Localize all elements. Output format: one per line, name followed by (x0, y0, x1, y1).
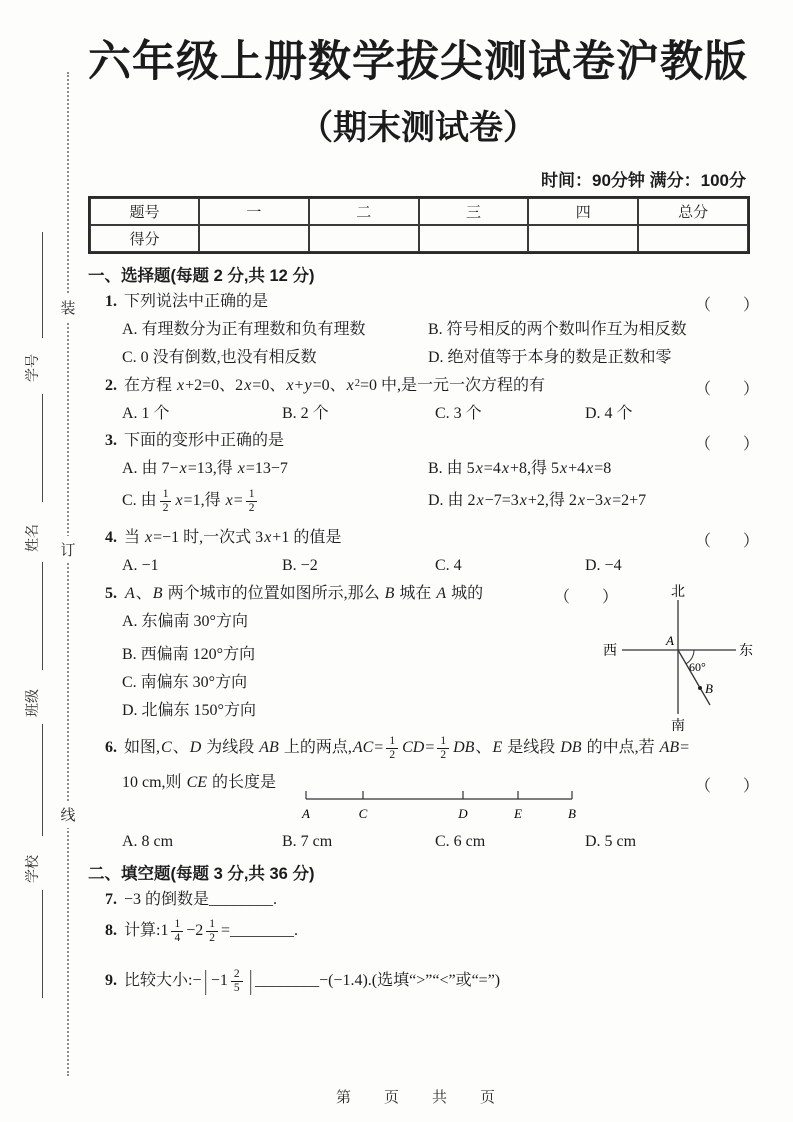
q6-option-a: A. 8 cm (122, 833, 174, 850)
q8-text: 计算:1 $\frac{1}{4}$ −2 $\frac{1}{2}$ =________. (124, 917, 299, 944)
segment-point-c-label: C (358, 806, 368, 821)
binding-char-xian: 线 (59, 801, 77, 828)
q2-option-c: C. 3 个 (435, 405, 482, 422)
q3-option-d: D. 由 2 x −7=3 x +2,得 2 x −3 x =2+7 (428, 492, 647, 509)
q3-number: 3. (105, 432, 117, 449)
section-1-heading: 一、选择题(每题 2 分,共 12 分) (88, 267, 315, 285)
q3-stem-text: 下面的变形中正确的是 (124, 432, 285, 449)
q6-stem-line2: 10 cm,则 CE 的长度是 (122, 774, 277, 791)
q7-number: 7. (105, 891, 117, 908)
compass-point-a-label: A (666, 633, 674, 648)
score-table-header-cell: 四 (528, 198, 638, 225)
score-table-empty-cell (199, 225, 309, 252)
compass-direction-diagram (596, 582, 760, 732)
q9-number: 9. (105, 972, 117, 989)
q4-option-c: C. 4 (435, 557, 462, 574)
q5-answer-bracket: （ ） (554, 589, 619, 606)
q6-option-c: C. 6 cm (435, 833, 486, 850)
q4-stem-text: 当 x =−1 时,一次式 3 x +1 的值是 (124, 529, 342, 546)
q4-answer-bracket: （ ） (695, 533, 760, 550)
q3-option-a: A. 由 7− x =13,得 x =13−7 (122, 460, 288, 477)
q1-number: 1. (105, 293, 117, 310)
binding-blank-line (42, 394, 43, 502)
q4-option-a: A. −1 (122, 557, 159, 574)
binding-blank-line (42, 724, 43, 836)
binding-char-ding: 订 (59, 536, 77, 563)
binding-blank-line (42, 890, 43, 998)
binding-blank-line (42, 232, 43, 338)
q1-stem (105, 292, 268, 312)
q3-option-b: B. 由 5 x =4 x +8,得 5 x +4 x =8 (428, 460, 612, 477)
compass-east-label: 东 (739, 644, 753, 659)
q9-text: 比较大小:− | −1 $\frac{2}{5}$ | ________−(−1.4).(选填“>”“<”或“=”) (124, 965, 501, 996)
compass-north-label: 北 (671, 585, 685, 600)
compass-angle-label: 60° (689, 660, 706, 674)
q5-option-a: A. 东偏南 30°方向 (122, 613, 248, 630)
score-table-header-cell: 三 (419, 198, 529, 225)
compass-west-label: 西 (603, 644, 617, 659)
q3-answer-bracket: （ ） (695, 436, 760, 453)
score-table-empty-cell (309, 225, 419, 252)
q2-stem-text: 在方程 x +2=0、2 x =0、 x + y =0、 x 2 =0 中,是一元一次方程的有 (124, 377, 545, 394)
question-7 (105, 890, 277, 910)
compass-point-b-label: B (705, 681, 713, 696)
q5-option-d: D. 北偏东 150°方向 (122, 702, 256, 719)
q5-stem-text: A 、 B 两个城市的位置如图所示,那么 B 城在 A 城的 (125, 585, 484, 602)
q1-option-b: B. 符号相反的两个数叫作互为相反数 (428, 321, 687, 338)
question-9 (105, 962, 500, 1000)
score-table (88, 196, 750, 254)
page-title: 六年级上册数学拔尖测试卷沪教版 (88, 38, 748, 86)
q7-text: −3 的倒数是________. (124, 891, 278, 908)
binding-label-school: 学校 (26, 855, 41, 883)
segment-point-e-label: E (514, 806, 522, 821)
score-table-header-cell: 总分 (638, 198, 748, 225)
q2-option-a: A. 1 个 (122, 405, 170, 422)
q2-answer-bracket: （ ） (695, 381, 760, 398)
binding-label-name: 姓名 (26, 524, 41, 552)
score-table-score-label: 得分 (90, 225, 199, 252)
q1-stem-text: 下列说法中正确的是 (124, 293, 269, 310)
line-segment-diagram (292, 788, 622, 826)
q6-stem-line1 (105, 733, 689, 763)
exam-time-score-info: 时间：90分钟 满分：100分 (541, 171, 746, 190)
binding-char-zhuang: 装 (59, 294, 77, 321)
score-table-empty-cell (638, 225, 748, 252)
binding-dotted-line (67, 72, 69, 1076)
q6-option-d: D. 5 cm (585, 833, 637, 850)
q2-stem (105, 376, 545, 396)
q1-option-a: A. 有理数分为正有理数和负有理数 (122, 321, 366, 338)
q3-stem (105, 431, 284, 451)
q1-option-d: D. 绝对值等于本身的数是正数和零 (428, 349, 672, 366)
q4-option-d: D. −4 (585, 557, 622, 574)
q6-answer-bracket: （ ） (695, 778, 760, 795)
city-b-dot (698, 686, 702, 690)
binding-label-class: 班级 (26, 689, 41, 717)
question-8 (105, 914, 298, 948)
segment-point-a-label: A (302, 806, 310, 821)
q8-number: 8. (105, 922, 117, 939)
binding-label-student-id: 学号 (26, 354, 41, 382)
q6-number: 6. (105, 739, 117, 756)
segment-point-b-label: B (568, 806, 576, 821)
q3-option-c: C. 由 $\frac{1}{2}$ x =1,得 x = $\frac{1}{2}$ (122, 486, 260, 516)
score-table-empty-cell (528, 225, 638, 252)
compass-south-label: 南 (671, 719, 685, 732)
q5-option-c: C. 南偏东 30°方向 (122, 674, 248, 691)
q2-option-d: D. 4 个 (585, 405, 633, 422)
q1-option-c: C. 0 没有倒数,也没有相反数 (122, 349, 317, 366)
q6-option-b: B. 7 cm (282, 833, 333, 850)
q2-option-b: B. 2 个 (282, 405, 329, 422)
binding-blank-line (42, 562, 43, 670)
q4-stem (105, 528, 341, 548)
score-table-header-cell: 二 (309, 198, 419, 225)
score-table-header-cell: 一 (199, 198, 309, 225)
score-table-empty-cell (419, 225, 529, 252)
page-subtitle: （期末测试卷） (299, 109, 537, 147)
q5-option-b: B. 西偏南 120°方向 (122, 646, 256, 663)
q1-answer-bracket: （ ） (695, 297, 760, 314)
section-2-heading: 二、填空题(每题 3 分,共 36 分) (88, 865, 315, 883)
q5-stem (105, 584, 483, 604)
q6-stem-line1-text: 如图, C 、 D 为线段 AB 上的两点, AC = $\frac{1}{2}$ CD = $\frac{1}{2}$ DB 、 E 是线段 DB 的中点,若 AB = (124, 734, 690, 761)
q5-number: 5. (105, 585, 117, 602)
score-table-header-cell: 题号 (90, 198, 199, 225)
q2-number: 2. (105, 377, 117, 394)
segment-point-d-label: D (458, 806, 468, 821)
q4-number: 4. (105, 529, 117, 546)
q4-option-b: B. −2 (282, 557, 318, 574)
footer-page-number: 第 页 共 页 (335, 1090, 504, 1106)
